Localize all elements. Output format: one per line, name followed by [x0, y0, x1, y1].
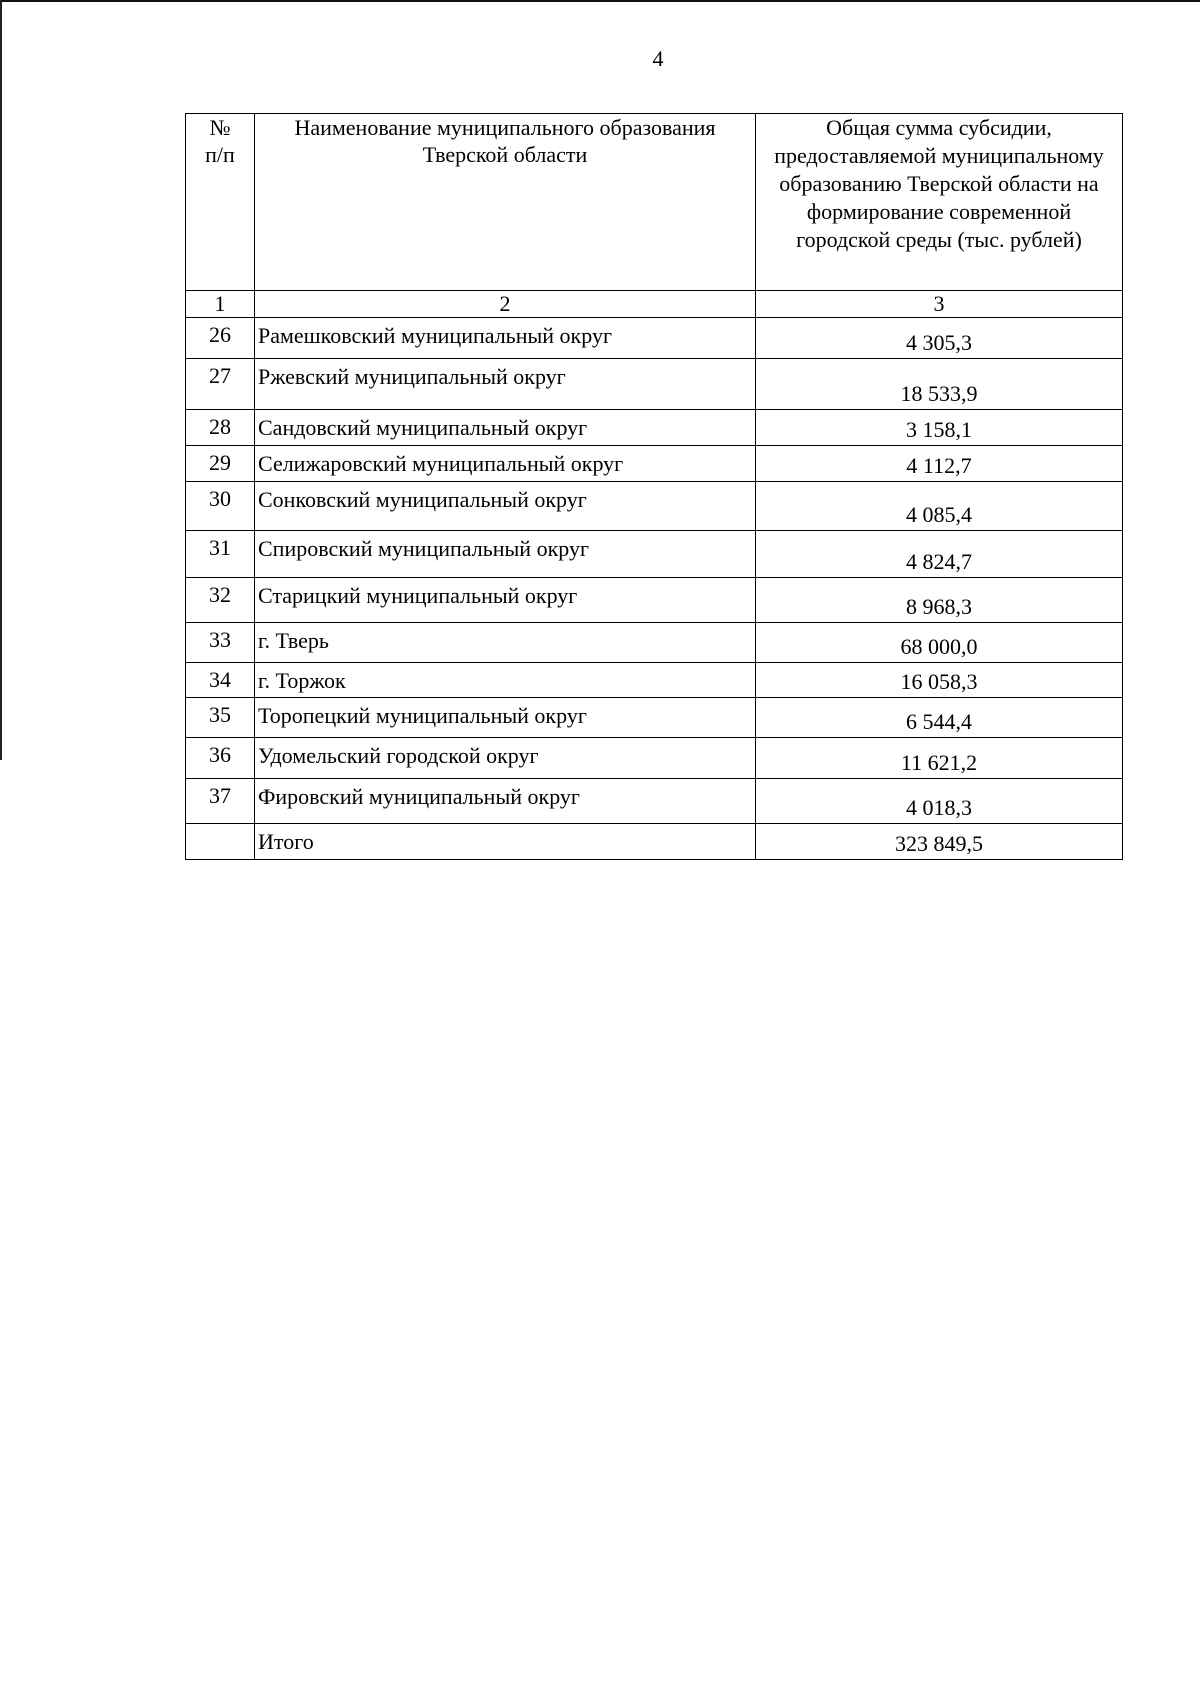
- header-sum-line1: Общая сумма субсидии,: [826, 115, 1052, 140]
- row-subsidy-sum: 16 058,3: [756, 663, 1123, 698]
- row-municipality: Рамешковский муниципальный округ: [255, 318, 756, 359]
- row-number: 26: [186, 318, 255, 359]
- table-row: [186, 359, 1123, 410]
- column-number-1: 1: [186, 291, 255, 318]
- table-row: [186, 779, 1123, 824]
- table-row: [186, 531, 1123, 578]
- scan-edge-left: [0, 0, 2, 760]
- table-row: [186, 446, 1123, 482]
- header-sum-line2: предоставляемой муниципальному: [774, 143, 1104, 168]
- row-number: 29: [186, 446, 255, 482]
- row-subsidy-sum: 3 158,1: [756, 410, 1123, 446]
- total-label: Итого: [255, 824, 756, 860]
- row-subsidy-sum: 4 305,3: [756, 318, 1123, 359]
- column-number-row: [186, 291, 1123, 318]
- table-row: [186, 318, 1123, 359]
- row-subsidy-sum: 4 085,4: [756, 482, 1123, 531]
- total-subsidy-sum: 323 849,5: [756, 824, 1123, 860]
- subsidy-table: [185, 113, 1123, 860]
- row-subsidy-sum: 4 112,7: [756, 446, 1123, 482]
- header-municipality-line1: Наименование муниципального образования: [294, 115, 716, 140]
- row-number: 32: [186, 578, 255, 623]
- row-municipality: Селижаровский муниципальный округ: [255, 446, 756, 482]
- row-number: 27: [186, 359, 255, 410]
- row-number: 28: [186, 410, 255, 446]
- header-subsidy-sum: [756, 114, 1123, 291]
- row-municipality: Фировский муниципальный округ: [255, 779, 756, 824]
- header-sum-line5: городской среды (тыс. рублей): [796, 227, 1082, 252]
- table-row: [186, 663, 1123, 698]
- page-number: 4: [652, 46, 664, 71]
- total-number: [186, 824, 255, 860]
- row-municipality: г. Торжок: [255, 663, 756, 698]
- table-row: [186, 482, 1123, 531]
- row-subsidy-sum: 4 018,3: [756, 779, 1123, 824]
- row-subsidy-sum: 6 544,4: [756, 698, 1123, 738]
- row-municipality: Старицкий муниципальный округ: [255, 578, 756, 623]
- table-row: [186, 410, 1123, 446]
- row-number: 36: [186, 738, 255, 779]
- row-subsidy-sum: 18 533,9: [756, 359, 1123, 410]
- header-municipality-line2: Тверской области: [422, 142, 588, 167]
- row-number: 35: [186, 698, 255, 738]
- header-municipality: [255, 114, 756, 291]
- row-municipality: Спировский муниципальный округ: [255, 531, 756, 578]
- row-number: 33: [186, 623, 255, 663]
- row-municipality: Сонковский муниципальный округ: [255, 482, 756, 531]
- header-number: [186, 114, 255, 291]
- row-subsidy-sum: 68 000,0: [756, 623, 1123, 663]
- table-row: [186, 698, 1123, 738]
- header-number-line2: п/п: [205, 142, 235, 167]
- row-subsidy-sum: 11 621,2: [756, 738, 1123, 779]
- table-header-row: [186, 114, 1123, 291]
- table-row: [186, 623, 1123, 663]
- scan-edge-top: [0, 0, 1200, 2]
- row-number: 37: [186, 779, 255, 824]
- table-row: [186, 578, 1123, 623]
- row-number: 30: [186, 482, 255, 531]
- table-row: [186, 738, 1123, 779]
- row-number: 31: [186, 531, 255, 578]
- row-number: 34: [186, 663, 255, 698]
- column-number-3: 3: [756, 291, 1123, 318]
- header-number-line1: №: [209, 115, 231, 140]
- row-subsidy-sum: 8 968,3: [756, 578, 1123, 623]
- row-subsidy-sum: 4 824,7: [756, 531, 1123, 578]
- row-municipality: Ржевский муниципальный округ: [255, 359, 756, 410]
- row-municipality: г. Тверь: [255, 623, 756, 663]
- column-number-2: 2: [255, 291, 756, 318]
- header-sum-line4: формирование современной: [806, 199, 1072, 224]
- header-sum-line3: образованию Тверской области на: [779, 171, 1099, 196]
- table-total-row: [186, 824, 1123, 860]
- row-municipality: Сандовский муниципальный округ: [255, 410, 756, 446]
- row-municipality: Торопецкий муниципальный округ: [255, 698, 756, 738]
- row-municipality: Удомельский городской округ: [255, 738, 756, 779]
